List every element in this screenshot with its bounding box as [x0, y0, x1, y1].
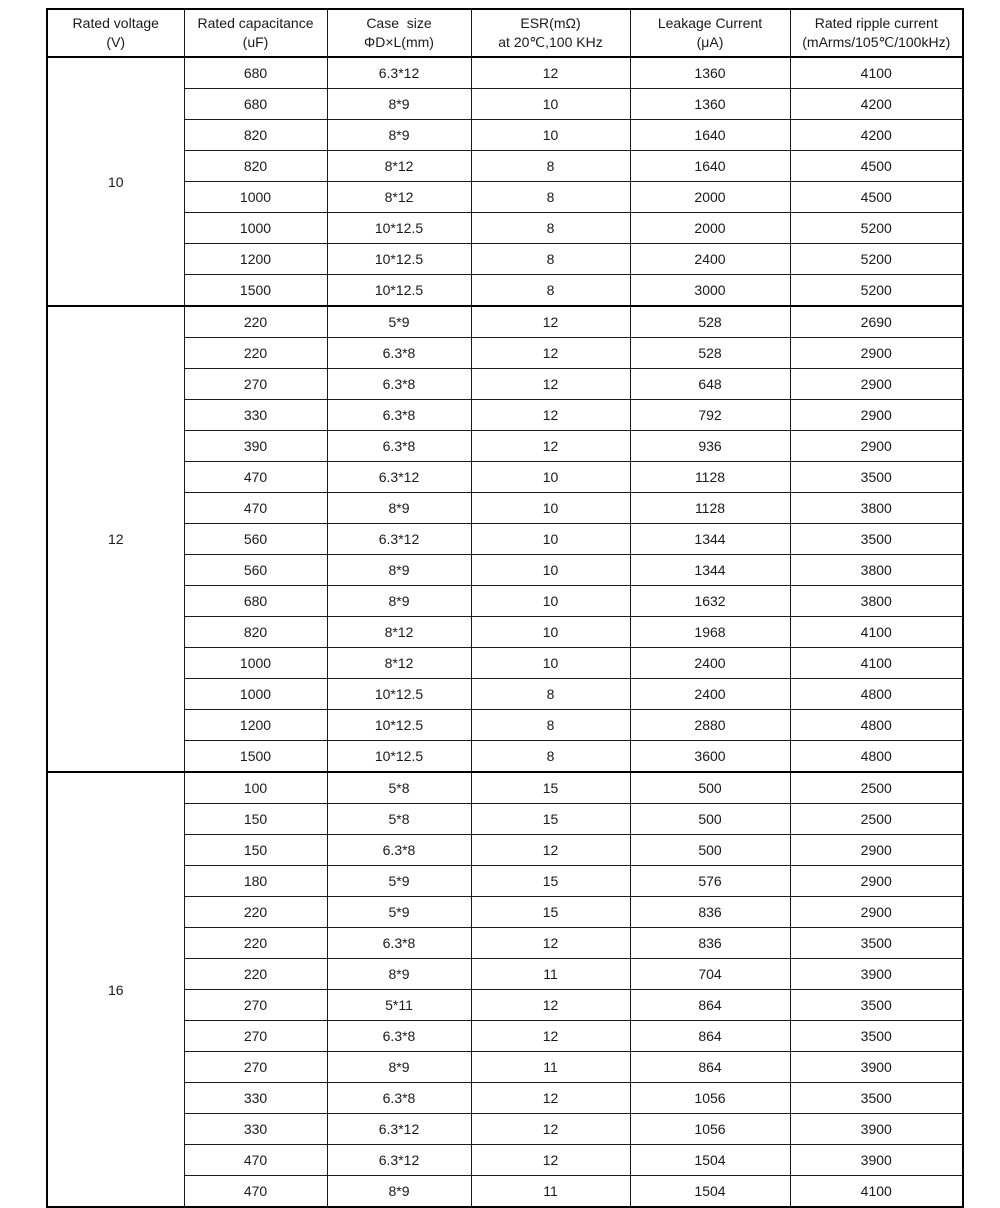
- cell-esr: 8: [471, 213, 630, 244]
- cell-leakage-current: 704: [630, 959, 790, 990]
- cell-leakage-current: 1504: [630, 1176, 790, 1208]
- cell-capacitance: 680: [184, 586, 327, 617]
- cell-esr: 12: [471, 1145, 630, 1176]
- cell-ripple-current: 4500: [790, 151, 963, 182]
- header-rated-capacitance: [184, 9, 327, 57]
- cell-ripple-current: 5200: [790, 213, 963, 244]
- cell-leakage-current: 648: [630, 369, 790, 400]
- cell-case-size: 8*9: [327, 120, 471, 151]
- cell-ripple-current: 2900: [790, 338, 963, 369]
- cell-leakage-current: 1360: [630, 57, 790, 89]
- cell-esr: 15: [471, 772, 630, 804]
- table-row: [47, 1052, 963, 1083]
- cell-capacitance: 1000: [184, 648, 327, 679]
- cell-case-size: 6.3*12: [327, 524, 471, 555]
- cell-ripple-current: 3800: [790, 493, 963, 524]
- cell-esr: 12: [471, 431, 630, 462]
- table-row: [47, 710, 963, 741]
- cell-ripple-current: 3500: [790, 928, 963, 959]
- table-row: [47, 804, 963, 835]
- table-row: [47, 244, 963, 275]
- cell-ripple-current: 3800: [790, 586, 963, 617]
- cell-leakage-current: 528: [630, 338, 790, 369]
- cell-leakage-current: 528: [630, 306, 790, 338]
- cell-case-size: 8*9: [327, 1176, 471, 1208]
- cell-case-size: 8*12: [327, 617, 471, 648]
- cell-ripple-current: 4500: [790, 182, 963, 213]
- cell-esr: 12: [471, 306, 630, 338]
- cell-ripple-current: 3900: [790, 1052, 963, 1083]
- cell-ripple-current: 3500: [790, 524, 963, 555]
- cell-leakage-current: 1504: [630, 1145, 790, 1176]
- cell-capacitance: 820: [184, 120, 327, 151]
- table-row: [47, 648, 963, 679]
- cell-esr: 10: [471, 120, 630, 151]
- header-line: ESR(mΩ): [520, 15, 581, 32]
- cell-esr: 10: [471, 586, 630, 617]
- cell-capacitance: 220: [184, 306, 327, 338]
- table-row: [47, 1176, 963, 1208]
- cell-esr: 11: [471, 1176, 630, 1208]
- cell-rated-voltage: 10: [47, 57, 184, 306]
- cell-leakage-current: 1640: [630, 120, 790, 151]
- cell-capacitance: 330: [184, 1114, 327, 1145]
- cell-case-size: 8*9: [327, 493, 471, 524]
- cell-capacitance: 390: [184, 431, 327, 462]
- cell-capacitance: 820: [184, 151, 327, 182]
- cell-leakage-current: 2880: [630, 710, 790, 741]
- cell-ripple-current: 4200: [790, 89, 963, 120]
- cell-esr: 15: [471, 897, 630, 928]
- header-esr: [471, 9, 630, 57]
- cell-esr: 8: [471, 275, 630, 307]
- cell-case-size: 10*12.5: [327, 244, 471, 275]
- cell-ripple-current: 2900: [790, 400, 963, 431]
- cell-ripple-current: 4100: [790, 1176, 963, 1208]
- cell-esr: 15: [471, 866, 630, 897]
- cell-leakage-current: 1640: [630, 151, 790, 182]
- cell-esr: 8: [471, 741, 630, 773]
- cell-leakage-current: 936: [630, 431, 790, 462]
- cell-esr: 8: [471, 182, 630, 213]
- cell-case-size: 6.3*12: [327, 462, 471, 493]
- cell-ripple-current: 2500: [790, 804, 963, 835]
- cell-leakage-current: 864: [630, 1021, 790, 1052]
- table-row: [47, 524, 963, 555]
- cell-ripple-current: 3900: [790, 959, 963, 990]
- cell-leakage-current: 1056: [630, 1083, 790, 1114]
- header-leakage-current: [630, 9, 790, 57]
- cell-case-size: 6.3*8: [327, 835, 471, 866]
- cell-case-size: 5*9: [327, 866, 471, 897]
- table-row: [47, 679, 963, 710]
- table-row: [47, 835, 963, 866]
- cell-case-size: 5*8: [327, 772, 471, 804]
- cell-capacitance: 1500: [184, 275, 327, 307]
- table-row: [47, 1114, 963, 1145]
- cell-case-size: 10*12.5: [327, 741, 471, 773]
- cell-case-size: 6.3*8: [327, 400, 471, 431]
- cell-capacitance: 220: [184, 928, 327, 959]
- cell-case-size: 10*12.5: [327, 679, 471, 710]
- table-row: [47, 928, 963, 959]
- cell-esr: 11: [471, 1052, 630, 1083]
- cell-capacitance: 1200: [184, 244, 327, 275]
- header-line: ΦD×L(mm): [364, 34, 434, 50]
- cell-esr: 8: [471, 679, 630, 710]
- cell-capacitance: 270: [184, 1021, 327, 1052]
- table-row: [47, 1083, 963, 1114]
- cell-leakage-current: 792: [630, 400, 790, 431]
- table-row: [47, 493, 963, 524]
- cell-esr: 12: [471, 1021, 630, 1052]
- cell-leakage-current: 2000: [630, 182, 790, 213]
- cell-capacitance: 330: [184, 400, 327, 431]
- header-line: at 20℃,100 KHz: [498, 34, 603, 50]
- table-row: [47, 990, 963, 1021]
- cell-leakage-current: 2000: [630, 213, 790, 244]
- cell-leakage-current: 1128: [630, 493, 790, 524]
- header-ripple-current: [790, 9, 963, 57]
- cell-capacitance: 150: [184, 835, 327, 866]
- cell-esr: 12: [471, 57, 630, 89]
- cell-capacitance: 270: [184, 369, 327, 400]
- cell-leakage-current: 1632: [630, 586, 790, 617]
- cell-esr: 8: [471, 710, 630, 741]
- cell-rated-voltage: 12: [47, 306, 184, 772]
- cell-case-size: 8*12: [327, 648, 471, 679]
- header-line: Rated capacitance: [197, 15, 314, 32]
- cell-leakage-current: 500: [630, 804, 790, 835]
- cell-case-size: 6.3*8: [327, 1021, 471, 1052]
- page: [0, 8, 1000, 1199]
- table-row: [47, 555, 963, 586]
- table-row: [47, 1145, 963, 1176]
- cell-ripple-current: 5200: [790, 275, 963, 307]
- cell-capacitance: 180: [184, 866, 327, 897]
- cell-capacitance: 560: [184, 555, 327, 586]
- cell-esr: 10: [471, 524, 630, 555]
- cell-esr: 12: [471, 835, 630, 866]
- cell-case-size: 10*12.5: [327, 275, 471, 307]
- cell-capacitance: 1000: [184, 213, 327, 244]
- cell-ripple-current: 3500: [790, 990, 963, 1021]
- cell-esr: 12: [471, 990, 630, 1021]
- table-row: [47, 57, 963, 89]
- cell-leakage-current: 1968: [630, 617, 790, 648]
- cell-leakage-current: 1344: [630, 555, 790, 586]
- cell-esr: 12: [471, 1114, 630, 1145]
- cell-case-size: 6.3*8: [327, 369, 471, 400]
- cell-case-size: 8*12: [327, 182, 471, 213]
- cell-esr: 10: [471, 648, 630, 679]
- cell-leakage-current: 500: [630, 772, 790, 804]
- cell-case-size: 10*12.5: [327, 710, 471, 741]
- cell-esr: 10: [471, 89, 630, 120]
- cell-ripple-current: 3900: [790, 1145, 963, 1176]
- cell-case-size: 6.3*8: [327, 928, 471, 959]
- table-row: [47, 741, 963, 773]
- cell-case-size: 10*12.5: [327, 213, 471, 244]
- cell-case-size: 6.3*12: [327, 1145, 471, 1176]
- cell-capacitance: 270: [184, 990, 327, 1021]
- cell-leakage-current: 1360: [630, 89, 790, 120]
- cell-ripple-current: 2900: [790, 369, 963, 400]
- cell-capacitance: 820: [184, 617, 327, 648]
- cell-esr: 12: [471, 928, 630, 959]
- cell-leakage-current: 836: [630, 897, 790, 928]
- cell-ripple-current: 2900: [790, 866, 963, 897]
- header-line: Rated ripple current: [814, 15, 938, 32]
- table-row: [47, 866, 963, 897]
- cell-capacitance: 1500: [184, 741, 327, 773]
- cell-esr: 10: [471, 617, 630, 648]
- cell-case-size: 8*9: [327, 586, 471, 617]
- cell-ripple-current: 4100: [790, 648, 963, 679]
- table-row: [47, 1021, 963, 1052]
- header-row: [47, 9, 963, 57]
- table-body: [47, 57, 963, 1207]
- cell-ripple-current: 5200: [790, 244, 963, 275]
- cell-leakage-current: 864: [630, 1052, 790, 1083]
- table-row: [47, 897, 963, 928]
- cell-ripple-current: 3500: [790, 1083, 963, 1114]
- cell-capacitance: 330: [184, 1083, 327, 1114]
- cell-esr: 12: [471, 400, 630, 431]
- cell-case-size: 5*8: [327, 804, 471, 835]
- cell-esr: 12: [471, 338, 630, 369]
- cell-ripple-current: 4100: [790, 617, 963, 648]
- cell-case-size: 8*9: [327, 959, 471, 990]
- cell-case-size: 6.3*8: [327, 338, 471, 369]
- cell-leakage-current: 864: [630, 990, 790, 1021]
- cell-capacitance: 470: [184, 493, 327, 524]
- cell-capacitance: 680: [184, 57, 327, 89]
- cell-rated-voltage: 16: [47, 772, 184, 1207]
- cell-esr: 8: [471, 244, 630, 275]
- table-row: [47, 275, 963, 307]
- header-line: (uF): [242, 34, 269, 50]
- cell-esr: 10: [471, 555, 630, 586]
- header-case-size: [327, 9, 471, 57]
- table-row: [47, 586, 963, 617]
- table-row: [47, 431, 963, 462]
- table-row: [47, 306, 963, 338]
- table-row: [47, 120, 963, 151]
- header-line: Case size: [366, 15, 432, 32]
- cell-capacitance: 1000: [184, 182, 327, 213]
- cell-ripple-current: 2900: [790, 835, 963, 866]
- header-line: Leakage Current: [657, 15, 763, 32]
- cell-ripple-current: 4800: [790, 679, 963, 710]
- cell-esr: 12: [471, 1083, 630, 1114]
- cell-ripple-current: 3900: [790, 1114, 963, 1145]
- cell-case-size: 6.3*12: [327, 57, 471, 89]
- table-row: [47, 959, 963, 990]
- cell-leakage-current: 3000: [630, 275, 790, 307]
- cell-ripple-current: 4800: [790, 710, 963, 741]
- cell-capacitance: 220: [184, 897, 327, 928]
- table-row: [47, 462, 963, 493]
- header-line: (V): [106, 34, 126, 50]
- cell-ripple-current: 4200: [790, 120, 963, 151]
- cell-leakage-current: 1056: [630, 1114, 790, 1145]
- cell-esr: 15: [471, 804, 630, 835]
- cell-case-size: 8*9: [327, 1052, 471, 1083]
- cell-leakage-current: 836: [630, 928, 790, 959]
- table-row: [47, 151, 963, 182]
- cell-ripple-current: 2690: [790, 306, 963, 338]
- table-row: [47, 369, 963, 400]
- cell-capacitance: 270: [184, 1052, 327, 1083]
- cell-ripple-current: 4100: [790, 57, 963, 89]
- cell-ripple-current: 3500: [790, 1021, 963, 1052]
- cell-leakage-current: 2400: [630, 679, 790, 710]
- cell-ripple-current: 3500: [790, 462, 963, 493]
- cell-capacitance: 470: [184, 462, 327, 493]
- capacitor-spec-table: [46, 8, 964, 1208]
- table-row: [47, 617, 963, 648]
- table-row: [47, 338, 963, 369]
- cell-capacitance: 560: [184, 524, 327, 555]
- cell-capacitance: 100: [184, 772, 327, 804]
- cell-esr: 10: [471, 493, 630, 524]
- cell-case-size: 8*9: [327, 555, 471, 586]
- header-line: (mArms/105℃/100kHz): [802, 34, 951, 50]
- cell-capacitance: 680: [184, 89, 327, 120]
- cell-capacitance: 1000: [184, 679, 327, 710]
- cell-esr: 8: [471, 151, 630, 182]
- cell-case-size: 5*11: [327, 990, 471, 1021]
- cell-case-size: 8*9: [327, 89, 471, 120]
- cell-capacitance: 470: [184, 1176, 327, 1208]
- table-row: [47, 400, 963, 431]
- header-line: Rated voltage: [72, 15, 159, 32]
- table-row: [47, 772, 963, 804]
- cell-case-size: 6.3*8: [327, 431, 471, 462]
- cell-ripple-current: 4800: [790, 741, 963, 773]
- cell-ripple-current: 2900: [790, 897, 963, 928]
- table-row: [47, 182, 963, 213]
- cell-esr: 12: [471, 369, 630, 400]
- cell-leakage-current: 2400: [630, 648, 790, 679]
- cell-ripple-current: 3800: [790, 555, 963, 586]
- cell-case-size: 6.3*8: [327, 1083, 471, 1114]
- cell-leakage-current: 1344: [630, 524, 790, 555]
- cell-ripple-current: 2500: [790, 772, 963, 804]
- cell-capacitance: 1200: [184, 710, 327, 741]
- cell-leakage-current: 3600: [630, 741, 790, 773]
- cell-leakage-current: 500: [630, 835, 790, 866]
- cell-capacitance: 220: [184, 959, 327, 990]
- cell-leakage-current: 576: [630, 866, 790, 897]
- table-row: [47, 89, 963, 120]
- cell-leakage-current: 2400: [630, 244, 790, 275]
- cell-case-size: 5*9: [327, 897, 471, 928]
- cell-leakage-current: 1128: [630, 462, 790, 493]
- header-line: (μA): [696, 34, 724, 50]
- header-rated-voltage: [47, 9, 184, 57]
- table-row: [47, 213, 963, 244]
- cell-capacitance: 220: [184, 338, 327, 369]
- cell-esr: 10: [471, 462, 630, 493]
- cell-case-size: 6.3*12: [327, 1114, 471, 1145]
- cell-ripple-current: 2900: [790, 431, 963, 462]
- cell-capacitance: 150: [184, 804, 327, 835]
- cell-capacitance: 470: [184, 1145, 327, 1176]
- cell-case-size: 5*9: [327, 306, 471, 338]
- cell-esr: 11: [471, 959, 630, 990]
- cell-case-size: 8*12: [327, 151, 471, 182]
